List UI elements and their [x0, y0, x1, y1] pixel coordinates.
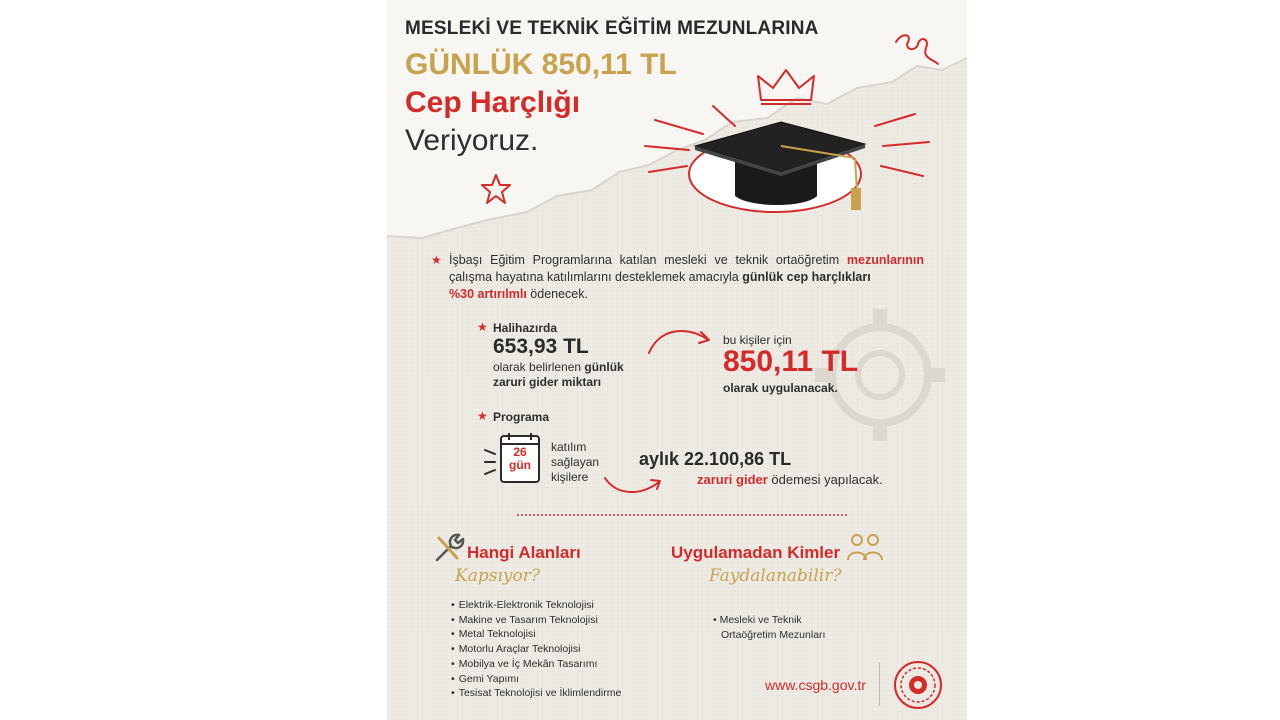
- current-label: Halihazırda: [493, 321, 558, 335]
- intro-text-3: çalışma hayatına katılımlarını desteklemek amacıyla: [449, 270, 743, 284]
- intro-text-pocket-money: günlük cep harçlıkları: [742, 270, 871, 284]
- program-desc-line2: sağlayan: [551, 455, 600, 469]
- star-bullet-icon: ★: [477, 320, 488, 334]
- list-item: • Makine ve Tasarım Teknolojisi: [451, 613, 621, 628]
- new-amount: 850,11 TL: [723, 345, 859, 378]
- beneficiaries-subtitle: Faydalanabilir?: [709, 566, 842, 586]
- list-item: • Mesleki ve Teknik: [713, 614, 802, 626]
- headline-giving: Veriyoruz.: [405, 124, 539, 157]
- beneficiaries-title: Uygulamadan Kimler: [671, 543, 841, 562]
- list-item: • Mobilya ve İç Mekân Tasarımı: [451, 657, 621, 672]
- list-item: • Metal Teknolojisi: [451, 627, 621, 642]
- program-desc-line1: katılım: [551, 440, 587, 454]
- program-desc-line3: kişilere: [551, 470, 589, 484]
- current-description: [493, 360, 624, 390]
- fields-subtitle: Kapsıyor?: [455, 566, 540, 586]
- list-item: • Gemi Yapımı: [451, 672, 621, 687]
- beneficiary-line2: Ortaöğretim Mezunları: [721, 629, 826, 641]
- beneficiaries-list: [713, 613, 825, 643]
- calendar-unit: gün: [509, 458, 531, 472]
- payment-rest-text: ödemesi yapılacak.: [767, 472, 883, 487]
- headline-amount: GÜNLÜK 850,11 TL: [405, 48, 677, 81]
- infographic-poster: [387, 0, 967, 720]
- current-desc-text: olarak belirlenen: [493, 360, 585, 374]
- program-description: [551, 440, 599, 485]
- graduation-cap-icon: [625, 100, 945, 220]
- star-outline-icon: [479, 172, 513, 206]
- curved-arrow-icon: [601, 472, 665, 498]
- intro-text-graduates: mezunlarının: [846, 253, 924, 267]
- new-amount-label: bu kişiler için: [723, 333, 792, 347]
- intro-text-increase: %30 artırılmlı: [449, 287, 527, 301]
- payment-red-text: zaruri gider: [697, 472, 768, 487]
- headline-line1: MESLEKİ VE TEKNİK EĞİTİM MEZUNLARINA: [405, 18, 819, 39]
- wrench-screwdriver-icon: [431, 530, 467, 566]
- ministry-logo-icon: [893, 660, 943, 710]
- calendar-number: 26: [513, 445, 527, 459]
- beneficiary-line1: Mesleki ve Teknik: [719, 614, 802, 626]
- footer-divider: [879, 662, 880, 706]
- list-item: • Motorlu Araçlar Teknolojisi: [451, 642, 621, 657]
- current-desc-expense: zaruri gider miktarı: [493, 375, 602, 389]
- current-amount: 653,93 TL: [493, 335, 589, 358]
- star-bullet-icon: ★: [477, 409, 488, 423]
- payment-line: [697, 472, 883, 487]
- fields-title: Hangi Alanları: [467, 543, 581, 562]
- headline-pocket-money: Cep Harçlığı: [405, 86, 581, 119]
- intro-text-paid: ödenecek.: [526, 287, 588, 301]
- calendar-text: [501, 446, 539, 472]
- section-divider: [517, 514, 847, 516]
- website-link[interactable]: www.csgb.gov.tr: [765, 677, 866, 693]
- fields-list: [451, 598, 621, 701]
- list-item: • Tesisat Teknolojisi ve İklimlendirme: [451, 686, 621, 701]
- star-bullet-icon: ★: [431, 253, 442, 267]
- curved-arrow-icon: [645, 325, 715, 359]
- people-icon: [845, 530, 885, 566]
- list-item: • Elektrik-Elektronik Teknolojisi: [451, 598, 621, 613]
- new-amount-description: olarak uygulanacak.: [723, 381, 838, 395]
- monthly-amount: aylık 22.100,86 TL: [639, 449, 792, 469]
- current-desc-daily: günlük: [584, 360, 624, 374]
- squiggle-icon: [892, 30, 942, 70]
- program-label: Programa: [493, 410, 550, 424]
- intro-paragraph: [449, 252, 924, 303]
- intro-text-1: İşbaşı Eğitim Programlarına katılan mesleki ve teknik ortaöğretim: [449, 253, 847, 267]
